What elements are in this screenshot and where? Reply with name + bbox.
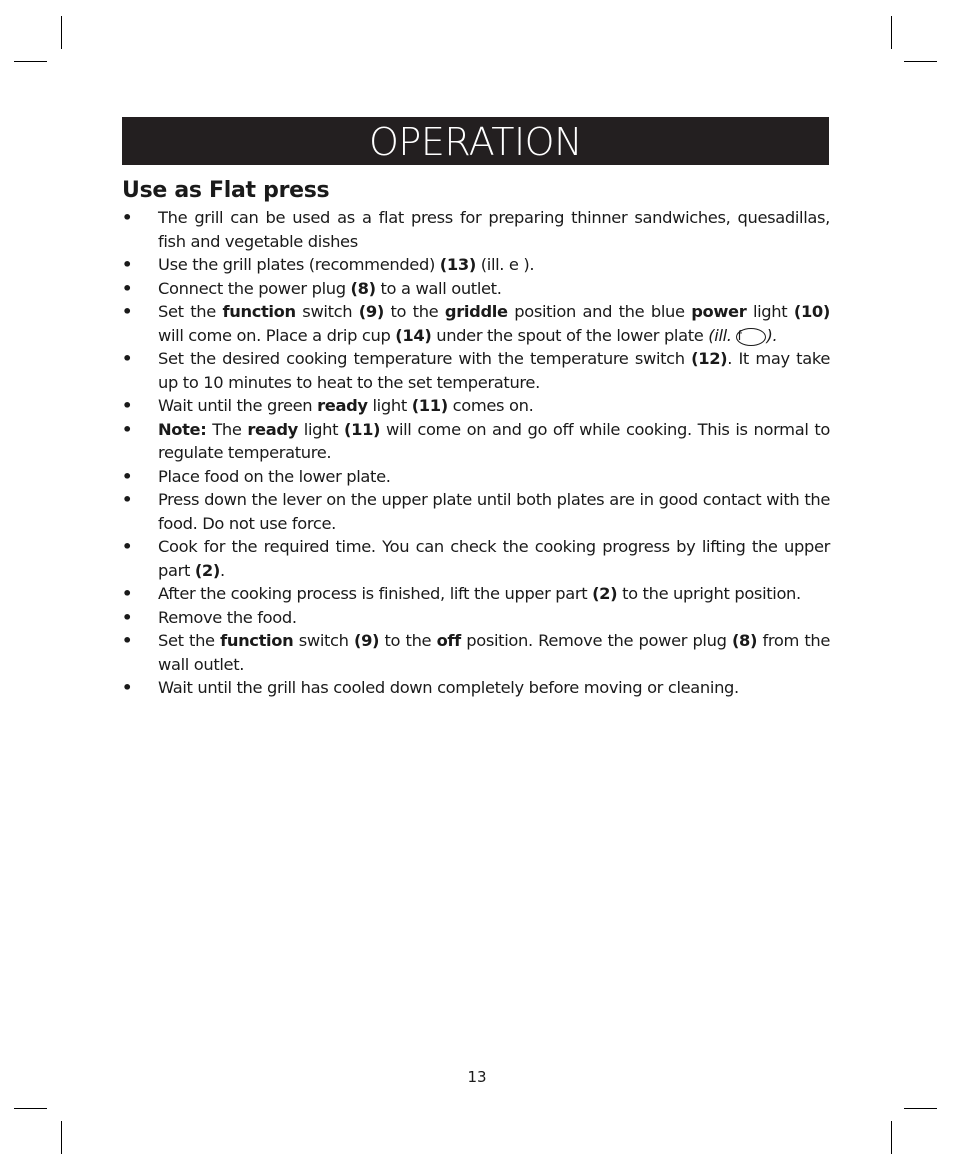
list-item	[122, 300, 830, 347]
list-item	[122, 206, 830, 253]
text-run: light	[297, 419, 344, 439]
text-run: light	[746, 302, 794, 321]
bold-text: (13)	[439, 255, 476, 274]
bullet-icon: •	[122, 631, 133, 650]
text-run: The grill can be used as a flat press for preparing thinner sandwiches, quesadillas, fish and vegetable dishes	[158, 208, 830, 251]
bullet-icon: •	[122, 208, 133, 227]
bold-text: ready	[317, 396, 368, 415]
text-run: switch	[293, 631, 354, 650]
italic-text: ).	[766, 325, 778, 345]
list-item	[122, 253, 830, 277]
bold-text: (14)	[395, 325, 432, 345]
list-item	[122, 418, 830, 465]
operation-banner	[122, 117, 829, 165]
text-run: Use the grill plates (recommended)	[158, 255, 440, 274]
text-run: from the wall outlet.	[158, 631, 831, 674]
text-run: switch	[295, 302, 359, 321]
crop-mark-top-left-vertical	[61, 16, 62, 49]
text-run: Wait until the grill has cooled down completely before moving or cleaning.	[158, 678, 739, 697]
bullet-icon: •	[122, 419, 133, 439]
text-run: Wait until the green	[158, 396, 318, 415]
text-run: (ill. e ).	[475, 255, 535, 274]
crop-mark-bottom-left-horizontal	[14, 1108, 47, 1109]
bold-text: off	[436, 631, 461, 650]
bold-text: Note:	[158, 419, 207, 439]
bold-text: (8)	[731, 631, 758, 650]
text-run: position. Remove the power plug	[460, 631, 732, 650]
text-run: Cook for the required time. You can check the cooking progress by lifting the upper part	[158, 537, 830, 580]
bold-text: (12)	[691, 349, 728, 368]
bullet-icon: •	[122, 396, 133, 415]
text-run: light	[367, 396, 412, 415]
page-number: 13	[467, 1068, 487, 1086]
text-run: to a wall outlet.	[375, 278, 502, 298]
bullet-icon: •	[122, 678, 133, 697]
text-run: Set the	[158, 631, 221, 650]
list-item	[122, 394, 830, 418]
bullet-icon: •	[122, 537, 133, 556]
list-item	[122, 465, 830, 489]
bullet-icon: •	[122, 584, 133, 603]
text-run: will come on. Place a drip cup	[158, 325, 396, 345]
text-run: will come on and go off while cooking. This is normal to regulate temperature.	[158, 419, 830, 462]
italic-text: (ill.	[708, 325, 737, 345]
text-run: Connect the power plug	[158, 278, 351, 298]
list-item	[122, 535, 830, 582]
text-run: position and the blue	[507, 302, 692, 321]
bullet-icon: •	[122, 278, 133, 298]
bullet-icon: •	[122, 349, 133, 368]
text-run: Set the desired cooking temperature with the temperature switch	[158, 349, 692, 368]
text-run: The	[206, 419, 248, 439]
banner-title: OPERATION	[369, 120, 582, 164]
crop-mark-bottom-right-vertical	[891, 1121, 892, 1154]
text-run: .	[220, 560, 225, 580]
text-run: After the cooking process is finished, lift the upper part	[158, 584, 593, 603]
crop-mark-top-right-vertical	[891, 16, 892, 49]
bold-text: (8)	[350, 278, 376, 298]
bold-text: (11)	[344, 419, 381, 439]
bold-text: griddle	[444, 302, 508, 321]
crop-mark-bottom-left-vertical	[61, 1121, 62, 1154]
text-run: Place food on the lower plate.	[158, 466, 391, 486]
bullet-icon: •	[122, 255, 133, 274]
crop-mark-top-left-horizontal	[14, 61, 47, 62]
list-item	[122, 629, 830, 676]
crop-mark-bottom-right-horizontal	[904, 1108, 937, 1109]
section-title: Use as Flat press	[122, 178, 330, 203]
bold-text: (10)	[793, 302, 830, 321]
list-item	[122, 277, 830, 301]
text-run: Press down the lever on the upper plate until both plates are in good contact with the food. Do not use force.	[158, 490, 830, 533]
bullet-icon: •	[122, 607, 133, 627]
list-item	[122, 582, 830, 606]
bold-text: (11)	[411, 396, 448, 415]
bullet-icon: •	[122, 466, 133, 486]
text-run: Remove the food.	[158, 607, 297, 627]
bold-text: function	[220, 631, 294, 650]
text-run: to the upright position.	[617, 584, 801, 603]
bold-text: (2)	[592, 584, 618, 603]
instruction-list	[122, 206, 830, 700]
list-item	[122, 606, 830, 630]
text-run: Set the	[158, 302, 223, 321]
text-run: to the	[383, 302, 445, 321]
text-run: comes on.	[447, 396, 534, 415]
bold-text: power	[691, 302, 747, 321]
text-run: under the spout of the lower plate	[431, 325, 709, 345]
bold-text: (9)	[353, 631, 380, 650]
bold-text: (9)	[358, 302, 384, 321]
list-item	[122, 347, 830, 394]
text-run: . It may take up to 10 minutes to heat to the set temperature.	[158, 349, 830, 392]
list-item	[122, 488, 830, 535]
bullet-icon: •	[122, 302, 133, 321]
bold-text: function	[222, 302, 296, 321]
list-item	[122, 676, 830, 700]
crop-mark-top-right-horizontal	[904, 61, 937, 62]
text-run: to the	[379, 631, 437, 650]
bold-text: ready	[247, 419, 298, 439]
bold-text: (2)	[194, 560, 220, 580]
bullet-icon: •	[122, 490, 133, 509]
illustration-reference-icon: f	[736, 328, 766, 346]
